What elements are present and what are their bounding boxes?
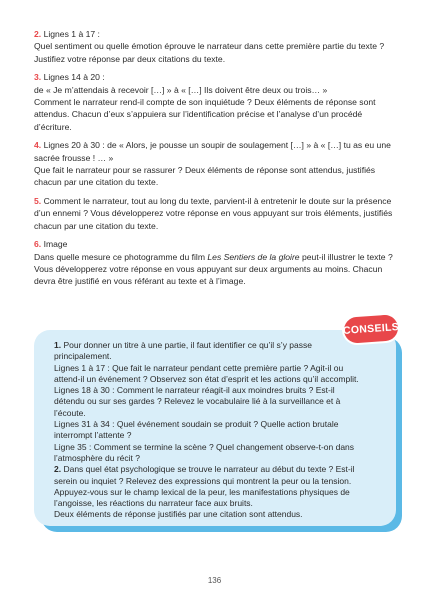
question-heading: Lignes 20 à 30 : de « Alors, je pousse un soupir de soulagement […] » à « […] tu as eu une sacrée frousse ! … »: [34, 140, 391, 163]
conseil-item: Deux éléments de réponse justifiés par une citation sont attendus.: [54, 509, 303, 520]
conseil-item: 1. Pour donner un titre à une partie, il faut identifier ce qu’il s’y passe principalement.: [54, 340, 312, 362]
film-title: Les Sentiers de la gloire: [207, 251, 300, 262]
conseils-box: [34, 321, 400, 526]
conseils-badge: CONSEILS: [343, 314, 399, 344]
conseil-item: 2. Dans quel état psychologique se trouve le narrateur au début du texte ? Est-il serein ou inquiet ? Relevez des expressions qui montrent la peur ou la tension. Appuyez-vous sur le champ lexical de la peur, les manifestations physiques de l’angoisse, les réactions du narrateur face aux bruits.: [54, 464, 355, 509]
questions-section: [34, 28, 396, 294]
conseil-item: Lignes 31 à 34 : Quel événement soudain se produit ? Quelle action brutale interrompt l’attente ?: [54, 419, 339, 441]
conseil-item: Lignes 18 à 30 : Comment le narrateur réagit-il aux moindres bruits ? Est-il détendu ou sur ses gardes ? Relevez le vocabulaire lié à la surveillance et à l’écoute.: [54, 385, 341, 418]
question-heading: Lignes 14 à 20 :: [43, 72, 105, 83]
question-heading: Comment le narrateur, tout au long du texte, parvient-il à entretenir le doute sur la présence d’un ennemi ? Vous développerez votre réponse en vous appuyant sur trois éléments, justifiés chacun par une citation du texte.: [34, 195, 393, 231]
question-quote: de « Je m’attendais à recevoir […] » à « […] Ils doivent être deux ou trois… »: [34, 84, 328, 95]
question-5: [34, 195, 396, 232]
question-number: 5.: [34, 195, 42, 206]
question-3: [34, 71, 396, 133]
question-number: 2.: [34, 29, 42, 39]
question-text: Comment le narrateur rend-il compte de son inquiétude ? Deux éléments de réponse sont attendus. Chacun d’eux s’appuiera sur l’identification précise et l’analyse d’un procédé d’écriture.: [34, 97, 376, 132]
conseil-item: Lignes 1 à 17 : Que fait le narrateur pendant cette première partie ? Agit-il ou attend-il un événement ? Observez son état d’esprit et les actions qu’il accomplit.: [54, 362, 359, 384]
question-number: 6.: [34, 239, 42, 250]
question-heading: Lignes 1 à 17 :: [43, 29, 100, 39]
question-2: [34, 28, 396, 65]
question-4: [34, 139, 396, 189]
question-text: Que fait le narrateur pour se rassurer ? Deux éléments de réponse sont attendus, justifiés chacun par une citation du texte.: [34, 165, 376, 188]
conseil-item: Ligne 35 : Comment se termine la scène ? Quel changement observe-t-on dans l’atmosphère du récit ?: [54, 441, 355, 463]
question-text: Dans quelle mesure ce photogramme du film Les Sentiers de la gloire peut-il illustrer le texte ? Vous développerez votre réponse en vous appuyant sur deux arguments au moins. Chacun devra être justifié en vous référant au texte et à l’image.: [34, 251, 393, 287]
conseils-text: [54, 340, 366, 521]
page-number: 136: [207, 576, 222, 585]
question-6: [34, 238, 396, 288]
question-number: 4.: [34, 140, 42, 151]
question-number: 3.: [34, 72, 42, 83]
question-text: Quel sentiment ou quelle émotion éprouve le narrateur dans cette première partie du texte ? Justifiez votre réponse par deux citations du texte.: [34, 41, 385, 64]
question-heading: Image: [43, 239, 68, 250]
